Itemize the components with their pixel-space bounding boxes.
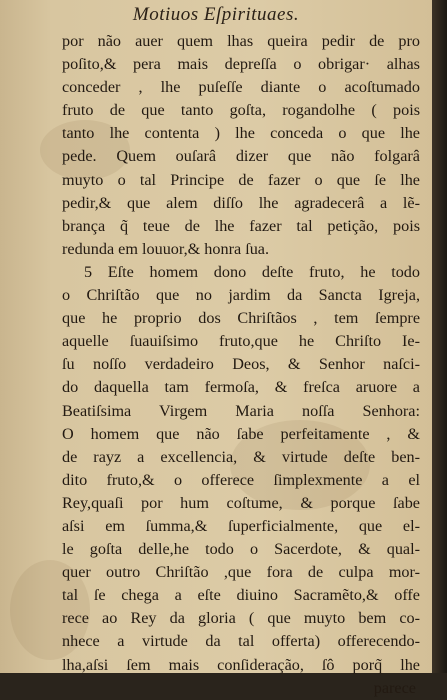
text-line: redunda em louuor,& honra ſua.	[62, 239, 270, 258]
body-text	[62, 30, 420, 700]
text-line: por não auer quem lhas queira pedir de pro	[62, 32, 420, 50]
text-line: lha,aſsi ſem mais conſideração, ſô porq̃ lhe	[62, 655, 420, 674]
text-line: muyto o tal Principe de fazer o que ſe lhe	[62, 170, 420, 189]
text-line: brança q̃ teue de lhe fazer tal petição, pois	[62, 216, 420, 235]
catchword: parece	[373, 678, 416, 697]
text-line: nhece a virtude da tal offerta) offerecendo-	[62, 632, 420, 651]
text-line: O homem que não ſabe perfeitamente , &	[62, 424, 420, 443]
text-line: Beatiſsima Virgem Maria noſſa Senhora:	[62, 401, 420, 420]
text-line: poſito,& pera mais depreſſa o obrigar· alhas	[62, 55, 420, 74]
paragraph-start-line: 5 Eſte homem dono deſte fruto, he todo	[84, 262, 420, 281]
text-line: dito fruto,& o offerece ſimplexmente a el	[62, 470, 420, 489]
text-line: fruto de que tanto goſta, rogandolhe ( pois	[62, 101, 420, 120]
text-line: aſsi em ſumma,& ſuperficialmente, que el-	[62, 516, 420, 535]
text-line: rece ao Rey da gloria ( que muyto bem co-	[62, 609, 420, 628]
text-line: que he proprio dos Chriſtãos , tem ſempre	[62, 309, 420, 328]
text-line: quer outro Chriſtão ,que fora de culpa mor-	[62, 563, 420, 582]
text-line: Rey,quaſi por hum coſtume, & porque ſabe	[62, 493, 420, 512]
text-line: do daquella tam fermoſa, & freſca aruore a	[62, 378, 420, 397]
text-line: pede. Quem ouſarâ dizer que não folgarâ	[62, 147, 420, 166]
running-head: Motiuos Eſpirituaes.	[132, 4, 300, 25]
text-line: de rayz a excellencia, & virtude deſte ben-	[62, 447, 420, 466]
text-line: pedir,& que alem diſſo lhe agradecerâ a lẽ-	[62, 193, 420, 212]
book-binding-edge	[432, 0, 447, 673]
text-line: aquelle ſuauiſsimo fruto,que he Chriſto Ie-	[62, 332, 420, 351]
text-line: le goſta delle,he todo o Sacerdote, & qual-	[62, 540, 420, 559]
text-line: tal ſe chega a eſte diuino Sacramẽto,& offe	[62, 586, 420, 605]
text-line: tanto lhe contenta ) lhe conceda o que lhe	[62, 124, 420, 143]
text-line: conceder , lhe puſeſſe diante o acoſtumado	[62, 78, 420, 97]
text-line: o Chriſtão que no jardim da Sancta Igreja,	[62, 286, 420, 305]
text-line: ſu noſſo verdadeiro Deos, & Senhor naſci-	[62, 355, 420, 374]
